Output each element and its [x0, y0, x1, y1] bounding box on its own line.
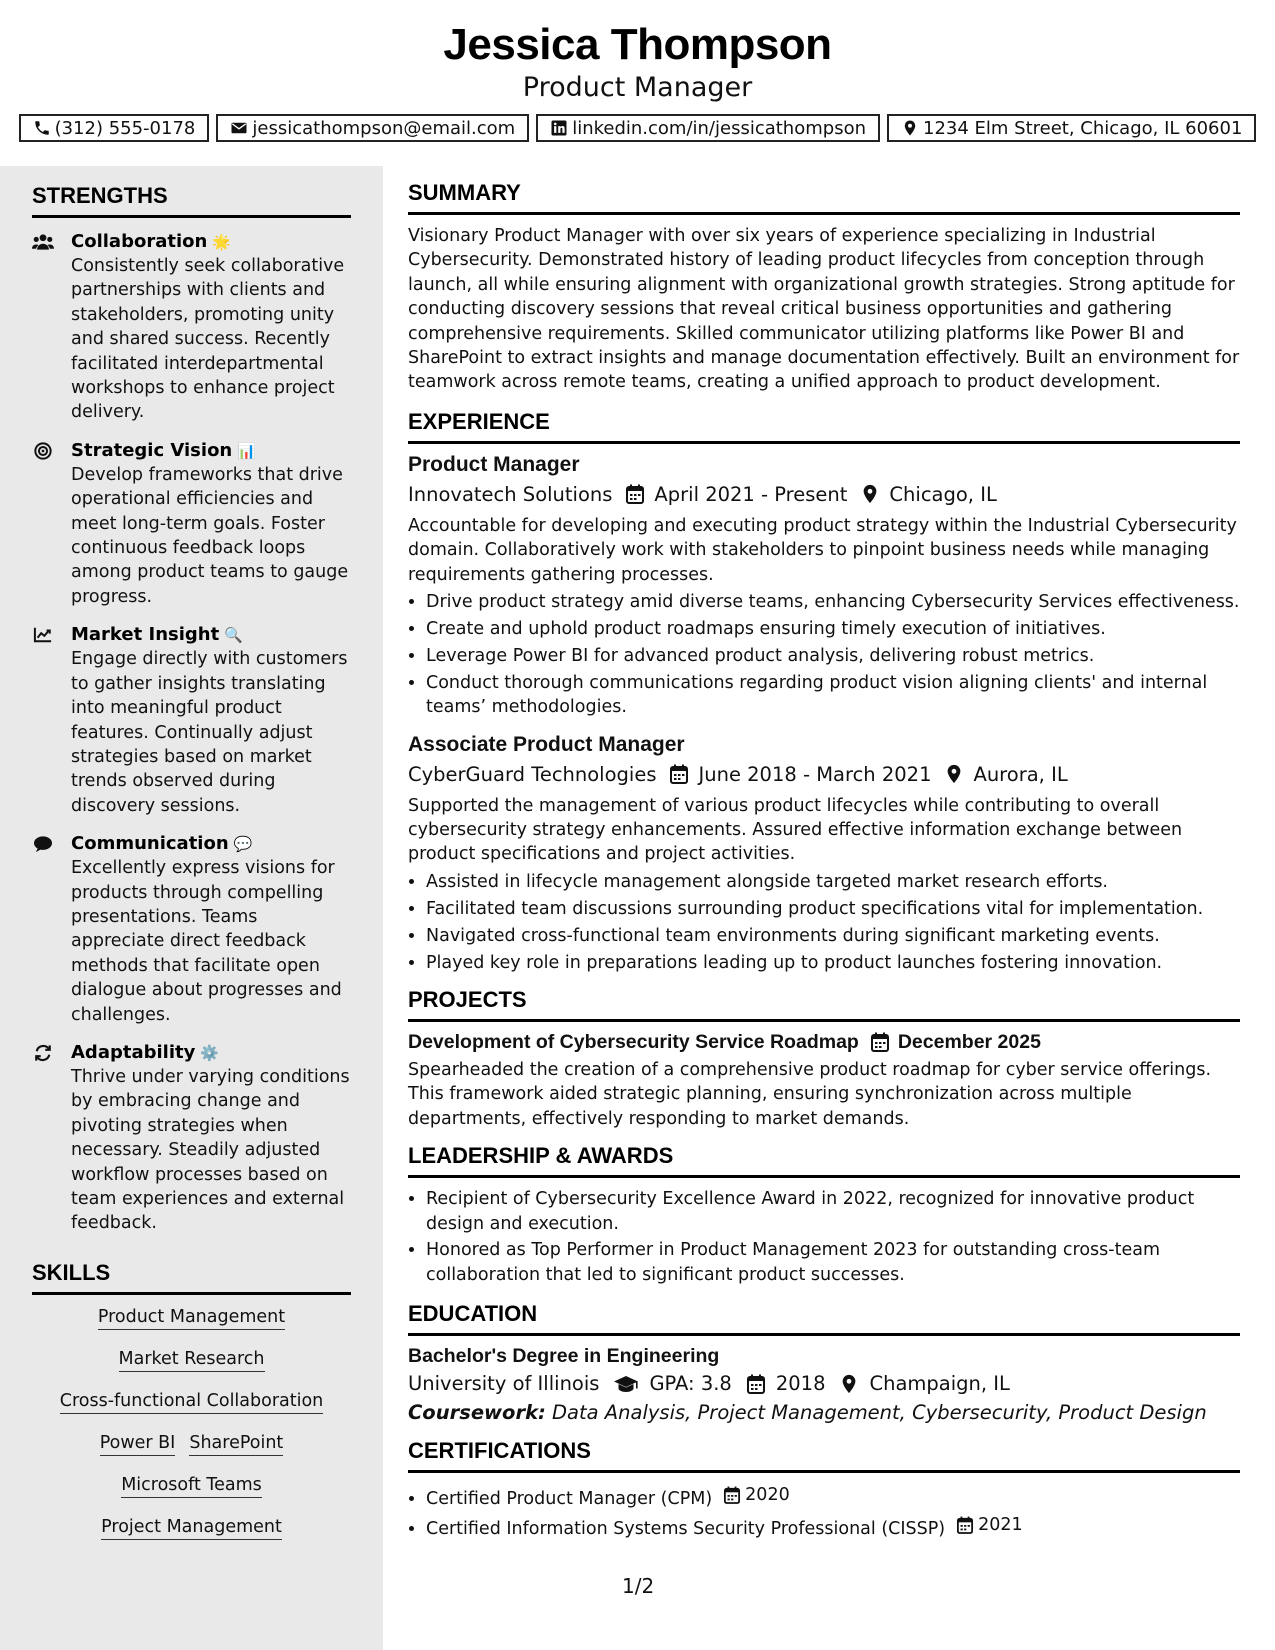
award-item: • Honored as Top Performer in Product Management 2023 for outstanding cross-team collaboration that led to significant product successes. [426, 1238, 1240, 1287]
certification-item [426, 1512, 1240, 1542]
calendar-icon [626, 484, 644, 504]
map-pin-icon [945, 764, 963, 784]
calendar-icon [670, 764, 688, 784]
email-text: jessicathompson@email.com [252, 117, 516, 139]
project-date: December 2025 [897, 1030, 1041, 1053]
certification-item [426, 1482, 1240, 1512]
bar-chart-emoji-icon: 📊 [237, 441, 256, 460]
bullet-item: • Facilitated team discussions surrounding product specifications vital for implementation. [426, 897, 1240, 921]
star-emoji-icon: 🌟 [212, 233, 231, 251]
job-bullets [408, 870, 1240, 975]
envelope-icon [230, 119, 248, 137]
experience-section [408, 409, 1240, 975]
cert-year: 2020 [745, 1485, 790, 1506]
contact-address[interactable] [887, 114, 1256, 142]
map-pin-icon [839, 1374, 859, 1394]
strength-item [32, 1041, 351, 1236]
projects-section [408, 987, 1240, 1131]
strength-title: Communication [71, 833, 229, 855]
job-entry [408, 453, 1240, 720]
bullet-item: • Conduct thorough communications regarding product vision aligning clients' and internal teams’ methodologies. [426, 671, 1240, 720]
coursework-label: Coursework: [408, 1401, 546, 1425]
skills-list [32, 1307, 351, 1540]
project-description: Spearheaded the creation of a comprehensive product roadmap for cyber service offerings. This framework aided strategic planning, ensuring synchronization across multiple departments, effectively responding to market demands. [408, 1059, 1212, 1129]
education-section [408, 1301, 1240, 1424]
job-bullets [408, 590, 1240, 720]
leadership-title: LEADERSHIP & AWARDS [408, 1143, 1240, 1178]
gpa-text: GPA: 3.8 [649, 1372, 732, 1396]
job-dates: April 2021 - Present [654, 482, 848, 506]
calendar-icon [724, 1486, 740, 1504]
certification-list [408, 1482, 1240, 1542]
linkedin-text: linkedin.com/in/jessicathompson [572, 117, 866, 139]
strength-title: Market Insight [71, 624, 220, 646]
magnifier-emoji-icon: 🔍 [224, 626, 243, 645]
speech-bubble-emoji-icon: 💬 [233, 835, 253, 854]
address-text: 1234 Elm Street, Chicago, IL 60601 [923, 117, 1243, 139]
skill-tag: Product Management [98, 1307, 285, 1330]
skill-tag: Project Management [101, 1517, 282, 1540]
bullet-item: • Navigated cross-functional team environments during significant marketing events. [426, 924, 1240, 948]
contact-bar [0, 114, 1275, 142]
coursework [408, 1401, 1240, 1424]
school-location: Champaign, IL [869, 1372, 1010, 1396]
job-company: Innovatech Solutions [408, 482, 613, 506]
users-icon [32, 233, 54, 251]
job-dates: June 2018 - March 2021 [698, 762, 932, 786]
strength-desc: Consistently seek collaborative partnerships with clients and stakeholders, promoting unity and shared success. Recently facilitated interdepartmental workshops to enhance project delivery. [71, 256, 345, 423]
sidebar [0, 166, 383, 1650]
strength-title: Strategic Vision [71, 439, 233, 461]
certifications-title: CERTIFICATIONS [408, 1438, 1240, 1473]
strength-item [32, 623, 351, 818]
strength-desc: Engage directly with customers to gather insights translating into meaningful product features. Continually adjust strategies based on market trends observed during discovery sessions. [71, 649, 348, 816]
strength-item [32, 230, 351, 425]
strength-desc: Excellently express visions for products through compelling presentations. Teams appreciate direct feedback methods that facilitate open dialogue about progresses and challenges. [71, 858, 342, 1025]
calendar-icon [746, 1374, 766, 1394]
main-content [408, 180, 1240, 1552]
map-pin-icon [901, 119, 919, 137]
strength-item [32, 832, 351, 1027]
strength-item [32, 439, 351, 609]
award-item: • Recipient of Cybersecurity Excellence Award in 2022, recognized for innovative product design and execution. [426, 1187, 1240, 1236]
comment-icon [32, 835, 54, 853]
coursework-list: Data Analysis, Project Management, Cybersecurity, Product Design [552, 1401, 1207, 1425]
strength-title: Adaptability [71, 1041, 196, 1063]
job-location: Chicago, IL [889, 482, 997, 506]
graduation-cap-icon [613, 1374, 639, 1394]
sync-icon [32, 1044, 54, 1062]
contact-phone[interactable] [19, 114, 210, 142]
job-location: Aurora, IL [973, 762, 1068, 786]
bullet-item: • Played key role in preparations leading up to product launches fostering innovation. [426, 951, 1240, 975]
skill-tag: Market Research [119, 1349, 265, 1372]
candidate-name: Jessica Thompson [443, 20, 832, 69]
projects-title: PROJECTS [408, 987, 1240, 1022]
strength-desc: Thrive under varying conditions by embracing change and pivoting strategies when necessary. Steadily adjusted workflow processes based on team experiences and external feedback. [71, 1066, 350, 1234]
bullet-item: • Create and uphold product roadmaps ensuring timely execution of initiatives. [426, 617, 1240, 641]
candidate-role: Product Manager [522, 72, 753, 103]
leadership-section [408, 1143, 1240, 1287]
job-description: Supported the management of various product lifecycles while contributing to overall cybersecurity strategy enhancements. Assured effective information exchange between product specifications and project activities. [408, 795, 1183, 865]
chart-line-icon [32, 626, 54, 644]
skill-tag: Power BI [100, 1433, 176, 1456]
certifications-section [408, 1438, 1240, 1542]
summary-text: Visionary Product Manager with over six years of experience specializing in Industrial Cybersecurity. Demonstrated history of leading product lifecycles from conception through launch, all while ensuring alignment with organizational growth strategies. Strong aptitude for conducting discovery sessions that reveal critical business opportunities and gathering comprehensive requirements. Skilled communicator utilizing platforms like Power BI and SharePoint to extract insights and manage documentation effectively. Built an environment for teamwork across remote teams, creating a unified approach to product development. [408, 226, 1240, 393]
skill-tag: Cross-functional Collaboration [60, 1391, 324, 1414]
summary-title: SUMMARY [408, 180, 1240, 215]
job-entry [408, 733, 1240, 975]
strength-desc: Develop frameworks that drive operational efficiencies and meet long-term goals. Foster continuous feedback loops among product teams to gauge progress. [71, 464, 349, 607]
contact-email[interactable] [216, 114, 529, 142]
resume-header [0, 0, 1275, 166]
page-number: 1/2 [622, 1574, 655, 1598]
job-company: CyberGuard Technologies [408, 762, 657, 786]
cert-name: Certified Information Systems Security Professional (CISSP) [426, 1519, 946, 1540]
bullet-item: • Leverage Power BI for advanced product analysis, delivering robust metrics. [426, 644, 1240, 668]
leadership-list [408, 1187, 1240, 1287]
map-pin-icon [861, 484, 879, 504]
skill-tag: Microsoft Teams [121, 1475, 262, 1498]
target-icon [32, 442, 54, 460]
job-title: Associate Product Manager [408, 732, 685, 756]
strength-title: Collaboration [71, 231, 208, 252]
linkedin-icon [550, 119, 568, 137]
summary-section [408, 180, 1240, 395]
phone-icon [33, 119, 51, 137]
bullet-item: • Assisted in lifecycle management alongside targeted market research efforts. [426, 870, 1240, 894]
gear-emoji-icon: ⚙️ [200, 1043, 220, 1062]
project-title: Development of Cybersecurity Service Roadmap [408, 1030, 859, 1053]
degree-title: Bachelor's Degree in Engineering [408, 1345, 720, 1368]
cert-year: 2021 [978, 1515, 1023, 1536]
phone-text: (312) 555-0178 [54, 117, 196, 139]
skill-tag: SharePoint [189, 1433, 283, 1456]
graduation-year: 2018 [775, 1372, 826, 1396]
job-description: Accountable for developing and executing product strategy within the Industrial Cybersecurity domain. Collaboratively work with stakeholders to pinpoint business needs while managing requirements gathering processes. [408, 515, 1237, 585]
education-title: EDUCATION [408, 1301, 1240, 1336]
job-title: Product Manager [408, 452, 580, 476]
cert-name: Certified Product Manager (CPM) [426, 1489, 713, 1510]
school-name: University of Illinois [408, 1372, 600, 1396]
calendar-icon [957, 1516, 973, 1534]
calendar-icon [871, 1032, 889, 1052]
bullet-item: • Drive product strategy amid diverse teams, enhancing Cybersecurity Services effectiveness. [426, 590, 1240, 614]
contact-linkedin[interactable] [536, 114, 880, 142]
strengths-title: STRENGTHS [32, 183, 351, 218]
skills-title: SKILLS [32, 1260, 351, 1295]
experience-title: EXPERIENCE [408, 409, 1240, 444]
